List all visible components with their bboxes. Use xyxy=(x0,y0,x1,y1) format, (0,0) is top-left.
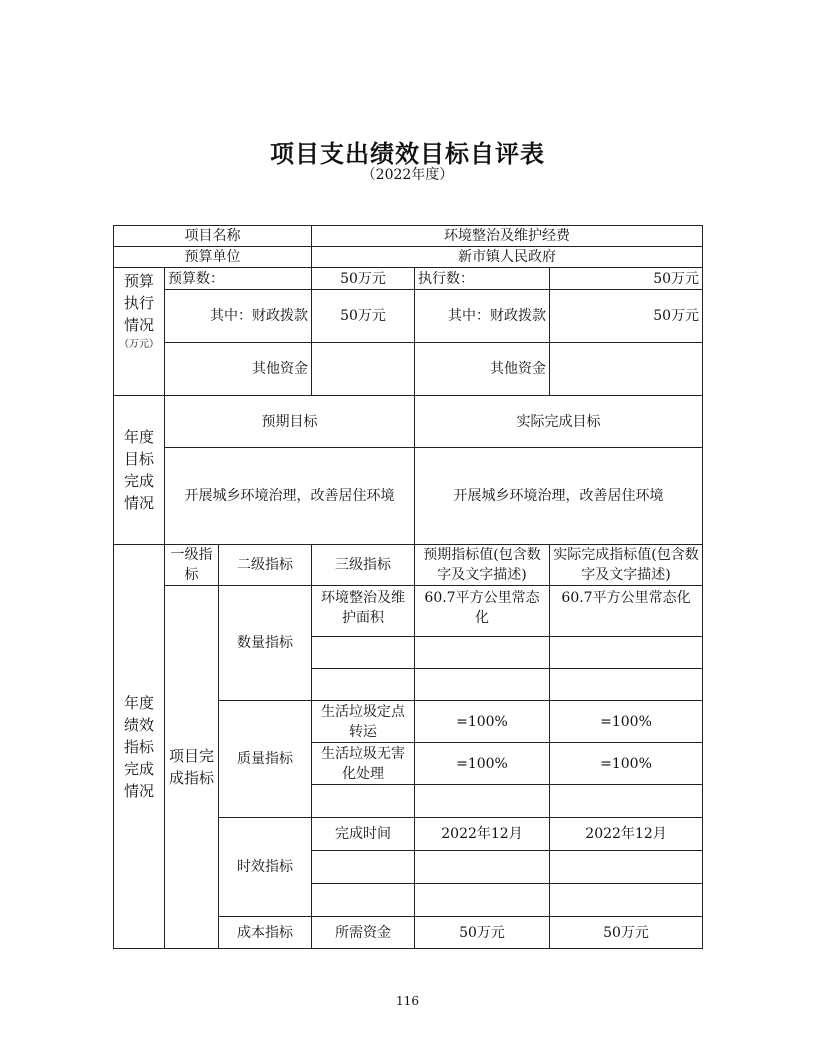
quality-item1-name: 生活垃圾定点转运 xyxy=(312,701,415,743)
empty-cell xyxy=(415,669,550,701)
exec-amount-value: 50万元 xyxy=(550,268,703,290)
empty-cell xyxy=(312,785,415,818)
empty-cell xyxy=(415,851,550,884)
fiscal-exec-value: 50万元 xyxy=(550,290,703,343)
actual-value-header: 实际完成指标值(包含数字及文字描述) xyxy=(550,545,703,586)
table-row xyxy=(114,268,703,290)
quantity-item-name: 环境整治及维护面积 xyxy=(312,586,415,637)
table-row xyxy=(114,448,703,545)
fiscal-budget-value: 50万元 xyxy=(312,290,415,343)
exec-amount-label: 执行数： xyxy=(415,268,550,290)
fiscal-label: 其中：财政拨款 xyxy=(165,290,312,343)
actual-goal-text: 开展城乡环境治理，改善居住环境 xyxy=(415,448,703,545)
empty-cell xyxy=(550,785,703,818)
timeliness-item-actual: 2022年12月 xyxy=(550,818,703,851)
quality-item2-actual: =100% xyxy=(550,743,703,785)
budget-unit-value: 新市镇人民政府 xyxy=(312,247,703,268)
budget-amount-label: 预算数： xyxy=(165,268,312,290)
quantity-indicator-label: 数量指标 xyxy=(219,586,312,701)
project-name-label: 项目名称 xyxy=(114,226,312,247)
page-subtitle: （2022年度） xyxy=(361,167,454,183)
budget-section-label xyxy=(114,268,165,396)
actual-goal-header: 实际完成目标 xyxy=(415,396,703,448)
empty-cell xyxy=(550,884,703,917)
empty-cell xyxy=(550,669,703,701)
evaluation-table xyxy=(113,225,703,949)
project-name-value: 环境整治及维护经费 xyxy=(312,226,703,247)
budget-unit-label: 预算单位 xyxy=(114,247,312,268)
table-row xyxy=(114,226,703,247)
empty-cell xyxy=(415,785,550,818)
empty-cell xyxy=(312,637,415,669)
other-funds-exec-label: 其他资金 xyxy=(415,343,550,396)
cost-item-name: 所需资金 xyxy=(312,917,415,949)
expected-value-header: 预期指标值(包含数字及文字描述) xyxy=(415,545,550,586)
cost-item-expected: 50万元 xyxy=(415,917,550,949)
empty-cell xyxy=(550,851,703,884)
empty-cell xyxy=(312,851,415,884)
other-funds-budget xyxy=(312,343,415,396)
timeliness-indicator-label: 时效指标 xyxy=(219,818,312,917)
quality-indicator-label: 质量指标 xyxy=(219,701,312,818)
table-row xyxy=(114,545,703,586)
empty-cell xyxy=(550,637,703,669)
budget-amount-value: 50万元 xyxy=(312,268,415,290)
quality-item2-name: 生活垃圾无害化处理 xyxy=(312,743,415,785)
timeliness-item-expected: 2022年12月 xyxy=(415,818,550,851)
annual-goal-label xyxy=(114,396,165,545)
quality-item1-actual: =100% xyxy=(550,701,703,743)
empty-cell xyxy=(415,637,550,669)
fiscal-exec-label: 其中：财政拨款 xyxy=(415,290,550,343)
page-title: 项目支出绩效目标自评表 xyxy=(270,140,545,168)
budget-section-text: 预算执行情况 xyxy=(123,272,154,334)
level1-text: 项目完成指标 xyxy=(168,747,214,787)
table-row xyxy=(114,247,703,268)
performance-section-text: 年度绩效指标完成情况 xyxy=(123,693,154,800)
table-row xyxy=(114,290,703,343)
expected-goal-text: 开展城乡环境治理，改善居住环境 xyxy=(165,448,415,545)
timeliness-item-name: 完成时间 xyxy=(312,818,415,851)
level3-header: 三级指标 xyxy=(312,545,415,586)
quantity-item-actual: 60.7平方公里常态化 xyxy=(550,586,703,637)
other-funds-label: 其他资金 xyxy=(165,343,312,396)
table-row xyxy=(114,586,703,637)
empty-cell xyxy=(312,884,415,917)
expected-goal-header: 预期目标 xyxy=(165,396,415,448)
cost-item-actual: 50万元 xyxy=(550,917,703,949)
level1-label xyxy=(165,586,219,949)
level1-header: 一级指标 xyxy=(165,545,219,586)
empty-cell xyxy=(415,884,550,917)
quantity-item-expected: 60.7平方公里常态化 xyxy=(415,586,550,637)
quality-item2-expected: =100% xyxy=(415,743,550,785)
performance-section-label xyxy=(114,545,165,949)
level2-header: 二级指标 xyxy=(219,545,312,586)
quality-item1-expected: =100% xyxy=(415,701,550,743)
other-funds-exec xyxy=(550,343,703,396)
page-number: 116 xyxy=(396,994,419,1008)
table-row xyxy=(114,396,703,448)
cost-indicator-label: 成本指标 xyxy=(219,917,312,949)
table-row xyxy=(114,343,703,396)
empty-cell xyxy=(312,669,415,701)
annual-goal-text: 年度目标完成情况 xyxy=(123,428,154,512)
budget-section-unit: （万元） xyxy=(119,339,159,350)
